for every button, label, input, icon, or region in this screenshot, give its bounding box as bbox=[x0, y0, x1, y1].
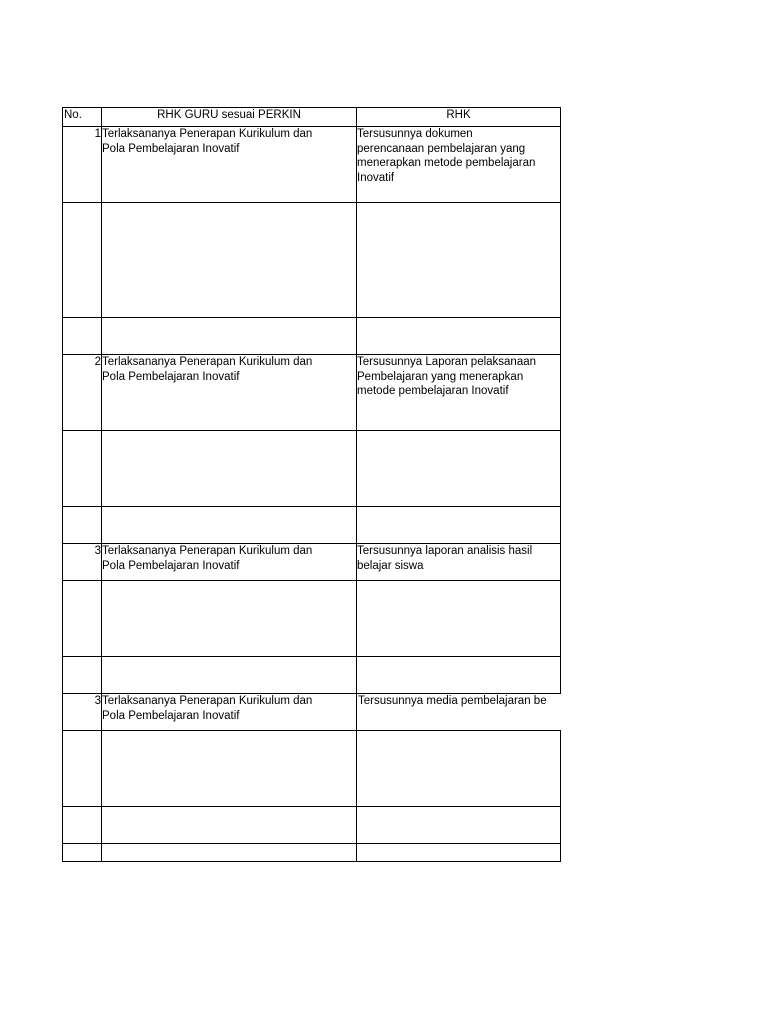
empty-cell bbox=[102, 431, 357, 507]
rhk-guru-text: Terlaksananya Penerapan Kurikulum dan Pola Pembelajaran Inovatif bbox=[102, 128, 313, 155]
empty-cell bbox=[357, 657, 561, 694]
empty-cell bbox=[357, 507, 561, 544]
table-row bbox=[63, 544, 561, 581]
empty-cell bbox=[102, 581, 357, 657]
rhk-text: Tersusunnya media pembelajaran be bbox=[358, 695, 547, 707]
spreadsheet-page bbox=[62, 107, 560, 862]
rhk-text: Tersusunnya laporan analisis hasil belajar siswa bbox=[357, 545, 533, 572]
rhk-guru-text: Terlaksananya Penerapan Kurikulum dan Pola Pembelajaran Inovatif bbox=[102, 356, 313, 383]
empty-cell bbox=[357, 807, 561, 844]
table-row bbox=[63, 127, 561, 203]
table-row bbox=[63, 807, 561, 844]
row-number: 3 bbox=[63, 544, 102, 581]
row-number: 1 bbox=[63, 127, 102, 203]
empty-cell bbox=[102, 203, 357, 318]
header-row bbox=[63, 108, 561, 127]
table-row bbox=[63, 318, 561, 355]
rhk-guru-cell bbox=[102, 544, 357, 581]
rhk-cell bbox=[357, 694, 561, 731]
rhk-cell bbox=[357, 355, 561, 431]
empty-cell bbox=[357, 318, 561, 355]
empty-cell bbox=[63, 807, 102, 844]
table-row bbox=[63, 203, 561, 318]
table-row bbox=[63, 657, 561, 694]
table-row bbox=[63, 507, 561, 544]
empty-cell bbox=[63, 657, 102, 694]
table-row bbox=[63, 731, 561, 807]
empty-cell bbox=[63, 731, 102, 807]
table-row bbox=[63, 581, 561, 657]
empty-cell bbox=[63, 203, 102, 318]
empty-cell bbox=[102, 657, 357, 694]
table-row bbox=[63, 355, 561, 431]
rhk-text: Tersusunnya Laporan pelaksanaan Pembelajaran yang menerapkan metode pembelajaran Inovatif bbox=[357, 356, 537, 397]
table-row bbox=[63, 431, 561, 507]
empty-cell bbox=[102, 844, 357, 862]
empty-cell bbox=[63, 507, 102, 544]
rhk-cell bbox=[357, 544, 561, 581]
rhk-guru-cell bbox=[102, 127, 357, 203]
rhk-table bbox=[62, 107, 561, 862]
rhk-text: Tersusunnya dokumen perencanaan pembelajaran yang menerapkan metode pembelajaran Inovatif bbox=[357, 128, 536, 184]
empty-cell bbox=[63, 431, 102, 507]
header-no: No. bbox=[63, 108, 102, 127]
rhk-guru-cell bbox=[102, 355, 357, 431]
empty-cell bbox=[63, 318, 102, 355]
empty-cell bbox=[357, 844, 561, 862]
rhk-guru-cell bbox=[102, 694, 357, 731]
header-rhk: RHK bbox=[357, 108, 561, 127]
empty-cell bbox=[102, 507, 357, 544]
rhk-cell bbox=[357, 127, 561, 203]
row-number: 2 bbox=[63, 355, 102, 431]
empty-cell bbox=[63, 581, 102, 657]
table-row bbox=[63, 694, 561, 731]
empty-cell bbox=[357, 731, 561, 807]
empty-cell bbox=[102, 731, 357, 807]
empty-cell bbox=[102, 807, 357, 844]
row-number: 3 bbox=[63, 694, 102, 731]
empty-cell bbox=[357, 203, 561, 318]
table-row bbox=[63, 844, 561, 862]
empty-cell bbox=[357, 581, 561, 657]
header-rhk-guru: RHK GURU sesuai PERKIN bbox=[102, 108, 357, 127]
rhk-guru-text: Terlaksananya Penerapan Kurikulum dan Pola Pembelajaran Inovatif bbox=[102, 695, 313, 722]
empty-cell bbox=[102, 318, 357, 355]
rhk-guru-text: Terlaksananya Penerapan Kurikulum dan Pola Pembelajaran Inovatif bbox=[102, 545, 313, 572]
empty-cell bbox=[63, 844, 102, 862]
empty-cell bbox=[357, 431, 561, 507]
